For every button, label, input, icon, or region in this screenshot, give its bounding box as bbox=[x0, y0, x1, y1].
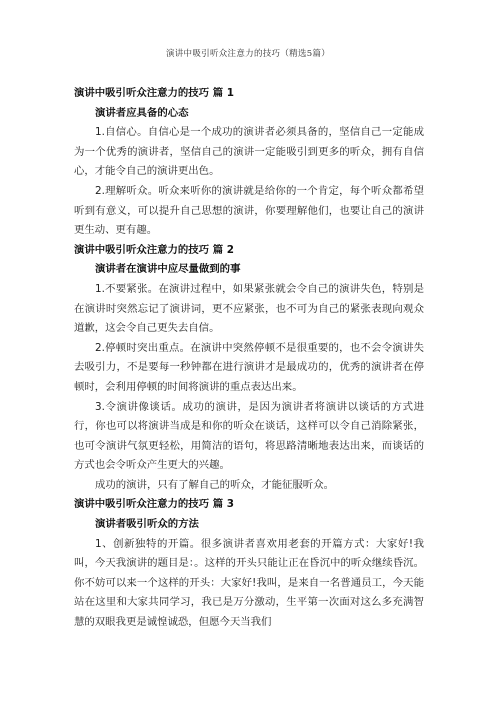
paragraph-2-4: 成功的演讲，只有了解自己的听众，才能征服听众。 bbox=[95, 478, 334, 491]
document-body bbox=[74, 84, 424, 633]
subheading-1: 演讲者应具备的心态 bbox=[95, 106, 189, 119]
paragraph-2-2: 2.停顿时突出重点。在演讲中突然停顿不是很重要的，也不会令演讲失去吸引力，不是要每一秒钟都在进行演讲才是最成功的，优秀的演讲者在停顿时，会利用停顿的时间将演讲的重点表达出来。 bbox=[74, 341, 424, 393]
paragraph-2-1: 1.不要紧张。在演讲过程中，如果紧张就会令自己的演讲失色，特别是在演讲时突然忘记了演讲词，更不应紧张，也不可为自己的紧张表现向观众道歉，这会令自己更失去自信。 bbox=[74, 282, 424, 335]
paragraph-2-3: 3.令演讲像谈话。成功的演讲，是因为演讲者将演讲以谈话的方式进行，你也可以将演讲当成是和你的听众在谈话，这样可以令自己消除紧张，也可令演讲气氛更轻松，用简洁的语句，将思路清晰地表达出来，而谈话的方式也会令听众产生更大的兴趣。 bbox=[74, 400, 424, 472]
subheading-3: 演讲者吸引听众的方法 bbox=[95, 518, 199, 531]
paragraph-3-1: 1、创新独特的开篇。很多演讲者喜欢用老套的开篇方式：大家好!我叫，今天我演讲的题目是：。这样的开头只能让正在昏沉中的听众继续昏沉。你不妨可以来一个这样的开头：大家好!我叫，是来自一名普通员工，今天能站在这里和大家共同学习，我已是万分激动，生平第一次面对这么多充满智慧的双眼我更是诚惶诚恐，但愿今天当我们 bbox=[74, 537, 424, 629]
paragraph-1-1: 1.自信心。自信心是一个成功的演讲者必须具备的，坚信自己一定能成为一个优秀的演讲者，坚信自己的演讲一定能吸引到更多的听众，拥有自信心，才能令自己的演讲更出色。 bbox=[74, 126, 424, 178]
section-heading-2: 演讲中吸引听众注意力的技巧 篇 2 bbox=[74, 243, 234, 256]
section-heading-1: 演讲中吸引听众注意力的技巧 篇 1 bbox=[74, 87, 234, 99]
paragraph-1-2: 2.理解听众。听众来听你的演讲就是给你的一个肯定，每个听众都希望听到有意义，可以提升自己思想的演讲，你要理解他们，也要让自己的演讲更生动、更有趣。 bbox=[74, 184, 424, 237]
section-heading-3: 演讲中吸引听众注意力的技巧 篇 3 bbox=[74, 498, 234, 511]
document-header-title: 演讲中吸引听众注意力的技巧（精选5篇） bbox=[165, 49, 331, 59]
subheading-2: 演讲者在演讲中应尽量做到的事 bbox=[95, 263, 241, 276]
